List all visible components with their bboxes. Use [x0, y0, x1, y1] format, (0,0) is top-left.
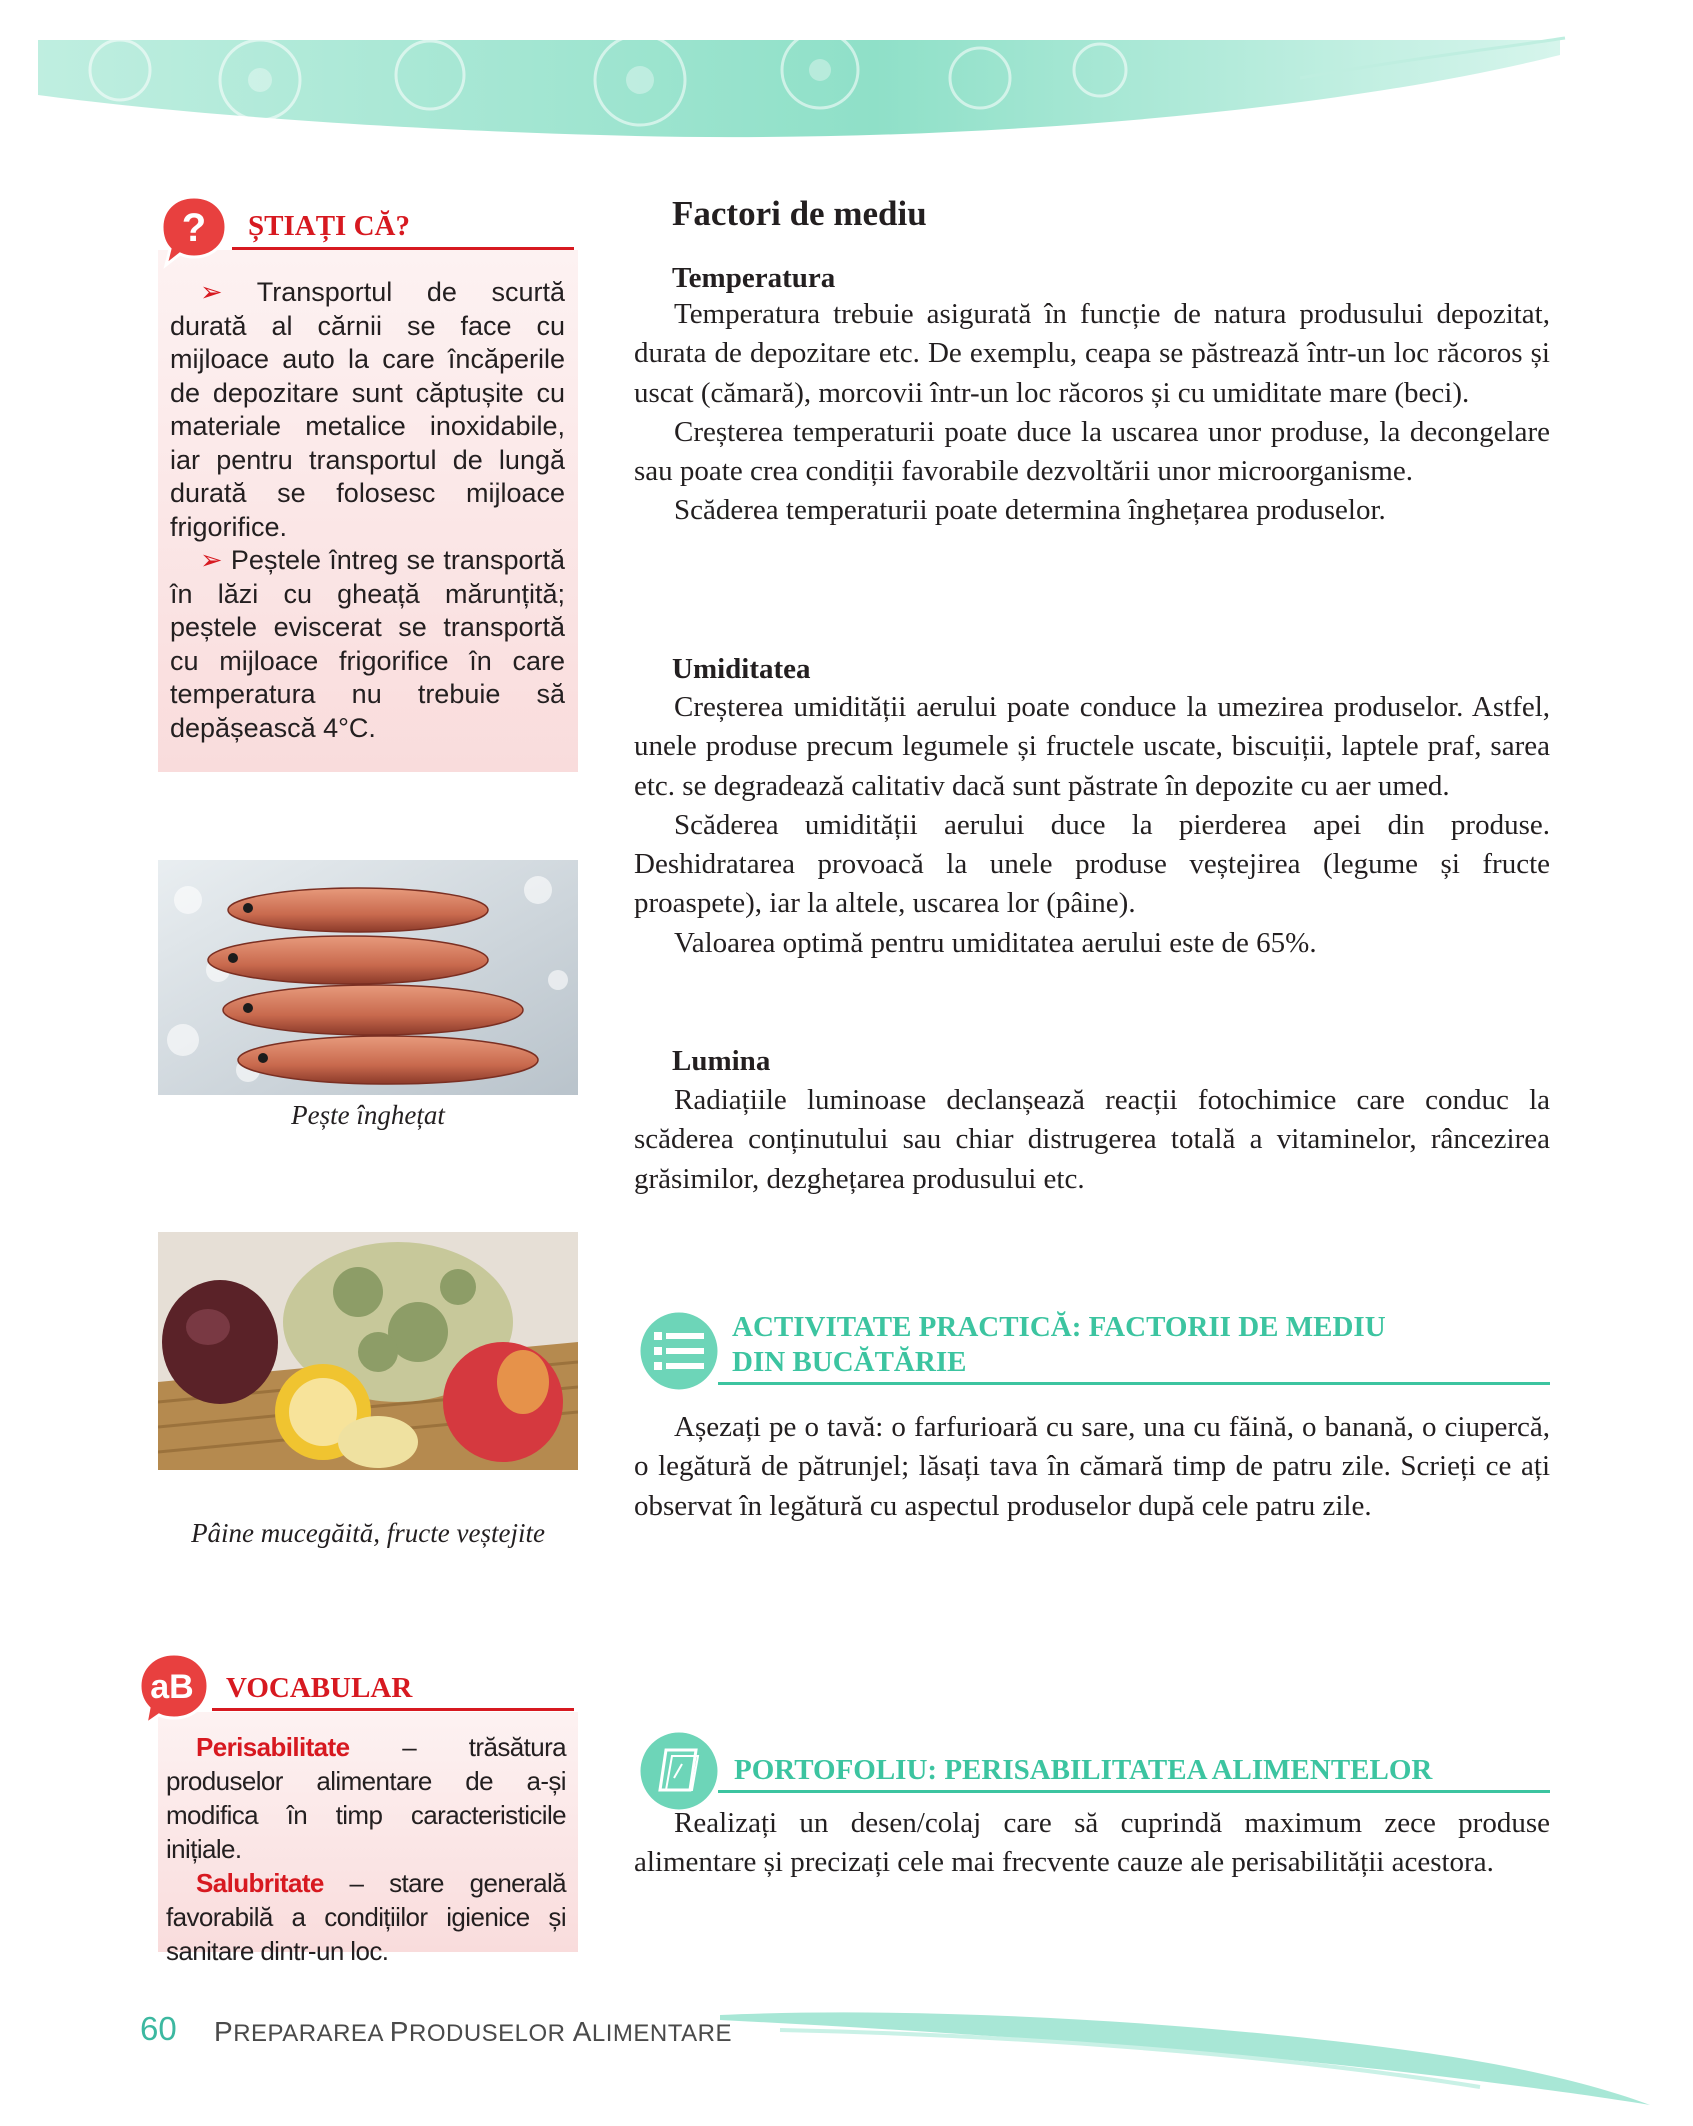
did-you-know-item: ➢ Peștele întreg se transportă în lăzi cu gheață mărunțită; peștele eviscerat se transportă cu mijloace frigorifice în care temperatura nu trebuie să depășească 4°C. [170, 545, 565, 743]
humidity-text: Creșterea umidității aerului poate conduce la umezirea produselor. Astfel, unele produse precum legumele și fructele uscate, biscuiții, laptele praf, sarea etc. se degradează calitativ dacă sunt păstrate în depozite cu aer umed. Scăderea umidității aerului duce la pierderea apei din produse. Deshidratarea provoacă la unele produse veștejirea (legume și fructe proaspete), iar la altele, uscarea lor (pâine). Valoarea optimă pentru umiditatea aerului este de 65%. [634, 691, 1550, 959]
frozen-fish-photo [158, 860, 578, 1095]
page-number: 60 [140, 2010, 177, 2047]
svg-text:aB: aB [150, 1668, 194, 1706]
mouldy-bread-caption: Pâine mucegăită, fructe veștejite [191, 1518, 545, 1548]
vocabulary-rule [212, 1708, 574, 1711]
footer-wave-decoration [720, 1995, 1660, 2115]
vocabulary-title: VOCABULAR [226, 1672, 413, 1704]
vocabulary-text [166, 1730, 566, 1968]
temperature-heading: Temperatura [672, 262, 836, 294]
did-you-know-text [170, 276, 565, 745]
svg-text:?: ? [181, 206, 207, 250]
vocabulary-entry: Salubritate – stare generală favorabilă a condițiilor igienice și sanitare dintr-un loc. [166, 1868, 566, 1966]
temperature-text: Temperatura trebuie asigurată în funcție de natura produsului depozitat, durata de depozitare etc. De exemplu, ceapa se păstrează într-un loc răcoros și uscat (cămară), morcovii într-un loc răcoros și cu umiditate mare (beci). Creșterea temperaturii poate duce la uscarea unor produse, la decongelare sau poate crea condiții favorabile dezvoltării unor microorganisme. Scăderea temperaturii poate determina înghețarea produselor. [634, 298, 1550, 527]
activity-title: ACTIVITATE PRACTICĂ: FACTORII DE MEDIU DIN BUCĂTĂRIE [732, 1311, 1386, 1378]
question-mark-icon [158, 193, 230, 269]
book-title: PREPARAREA PRODUSELOR ALIMENTARE [214, 2016, 732, 2047]
activity-text: Așezați pe o tavă: o farfurioară cu sare, una cu făină, o banană, o ciupercă, o legătură de pătrunjel; lăsați tava în cămară timp de patru zile. Scrieți ce ați observat în legătură cu aspectul produselor după cele patru zile. [634, 1411, 1550, 1522]
arrow-bullet-icon: ➢ [200, 545, 223, 575]
vocabulary-entry: Perisabilitate – trăsătura produselor alimentare de a-și modifica în timp caracteristicile inițiale. [166, 1732, 566, 1864]
ab-vocabulary-icon [136, 1650, 212, 1726]
mouldy-bread-photo [158, 1232, 578, 1470]
header-gear-banner [0, 0, 1693, 170]
did-you-know-title: ȘTIAȚI CĂ? [248, 210, 410, 242]
portfolio-rule [718, 1790, 1550, 1793]
did-you-know-item: ➢ Transportul de scurtă durată al cărnii se face cu mijloace auto la care încăperile de depozitare sunt căptușite cu materiale metalice inoxidabile, iar pentru transportul de lungă durată se folosesc mijloace frigorifice. [170, 277, 565, 542]
portfolio-folder-icon [636, 1728, 722, 1814]
humidity-heading: Umiditatea [672, 653, 811, 685]
did-you-know-rule [232, 247, 574, 250]
frozen-fish-caption: Pește înghețat [291, 1100, 445, 1130]
portfolio-text: Realizați un desen/colaj care să cuprindă maximum zece produse alimentare și precizați cele mai frecvente cauze ale perisabilității acestora. [634, 1807, 1550, 1879]
section-title: Factori de mediu [672, 194, 927, 233]
portfolio-title: PORTOFOLIU: PERISABILITATEA ALIMENTELOR [734, 1754, 1433, 1786]
light-text: Radiațiile luminoase declanșează reacții fotochimice care conduc la scăderea conținutului sau chiar distrugerea totală a vitaminelor, râncezirea grăsimilor, dezghețarea produsului etc. [634, 1084, 1550, 1195]
checklist-icon [636, 1308, 722, 1394]
light-heading: Lumina [672, 1045, 771, 1077]
arrow-bullet-icon: ➢ [200, 277, 223, 307]
activity-rule [718, 1382, 1550, 1385]
